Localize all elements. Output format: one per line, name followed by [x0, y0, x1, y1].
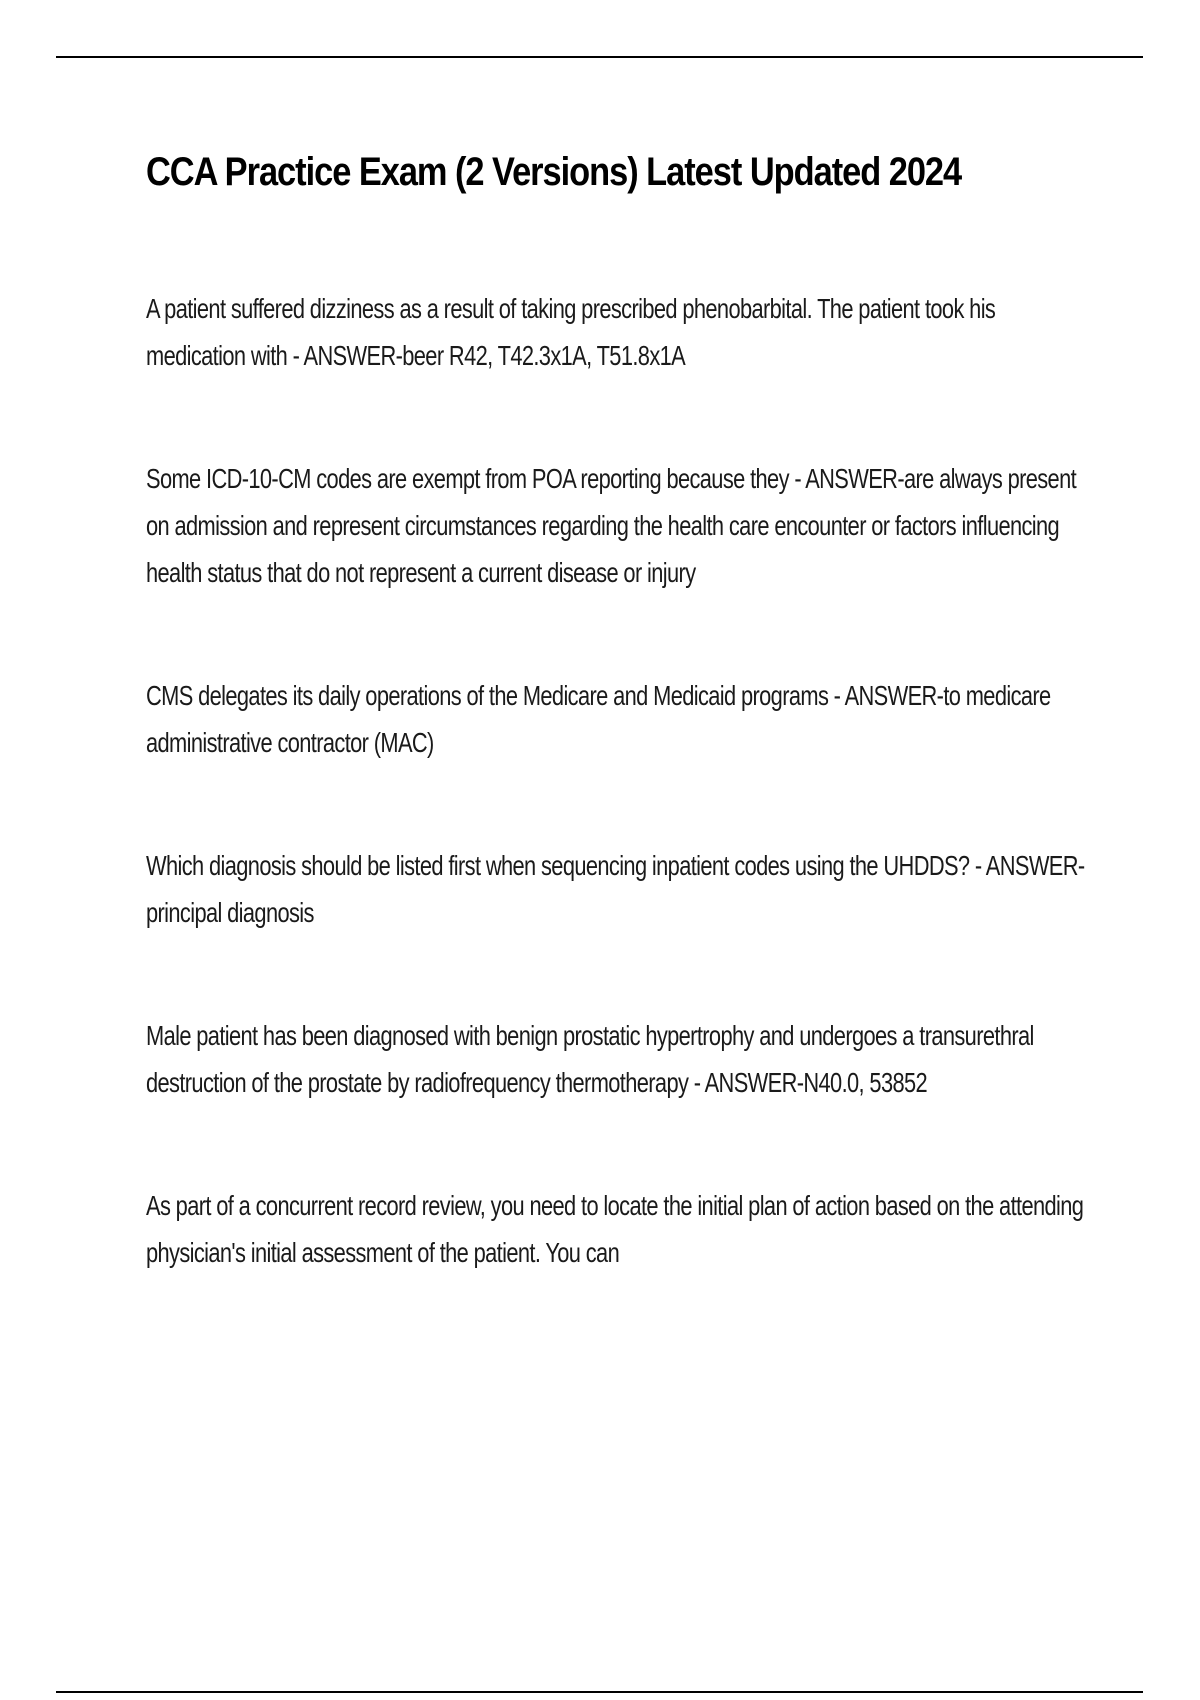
qa-list: [146, 285, 1086, 1352]
document-title: CCA Practice Exam (2 Versions) Latest Updated 2024: [146, 150, 962, 194]
qa-list-body: [146, 285, 1086, 1276]
qa-item-text: As part of a concurrent record review, you need to locate the initial plan of action based on the attending physician's initial assessment of the patient. You can: [146, 1190, 1084, 1268]
qa-item-5: [146, 1012, 1086, 1106]
qa-item-3: [146, 672, 1086, 766]
qa-item-text: Male patient has been diagnosed with benign prostatic hypertrophy and undergoes a transurethral destruction of the prostate by radiofrequency thermotherapy - ANSWER-N40.0, 53852: [146, 1020, 1034, 1098]
qa-item-1: [146, 285, 1086, 379]
qa-item-2: [146, 455, 1086, 596]
header-rule: [56, 56, 1143, 58]
qa-item-text: Which diagnosis should be listed first when sequencing inpatient codes using the UHDDS? - ANSWER-principal diagnosis: [146, 850, 1085, 928]
qa-item-6: [146, 1182, 1086, 1276]
qa-item-text: Some ICD-10-CM codes are exempt from POA reporting because they - ANSWER-are always present on admission and represent circumstances regarding the health care encounter or factors influencing health status that do not represent a current disease or injury: [146, 463, 1077, 588]
footer-rule: [56, 1691, 1143, 1693]
qa-item-text: CMS delegates its daily operations of the Medicare and Medicaid programs - ANSWER-to medicare administrative contractor (MAC): [146, 680, 1051, 758]
qa-item-text: A patient suffered dizziness as a result of taking prescribed phenobarbital. The patient took his medication with - ANSWER-beer R42, T42.3x1A, T51.8x1A: [146, 293, 996, 371]
qa-item-4: [146, 842, 1086, 936]
